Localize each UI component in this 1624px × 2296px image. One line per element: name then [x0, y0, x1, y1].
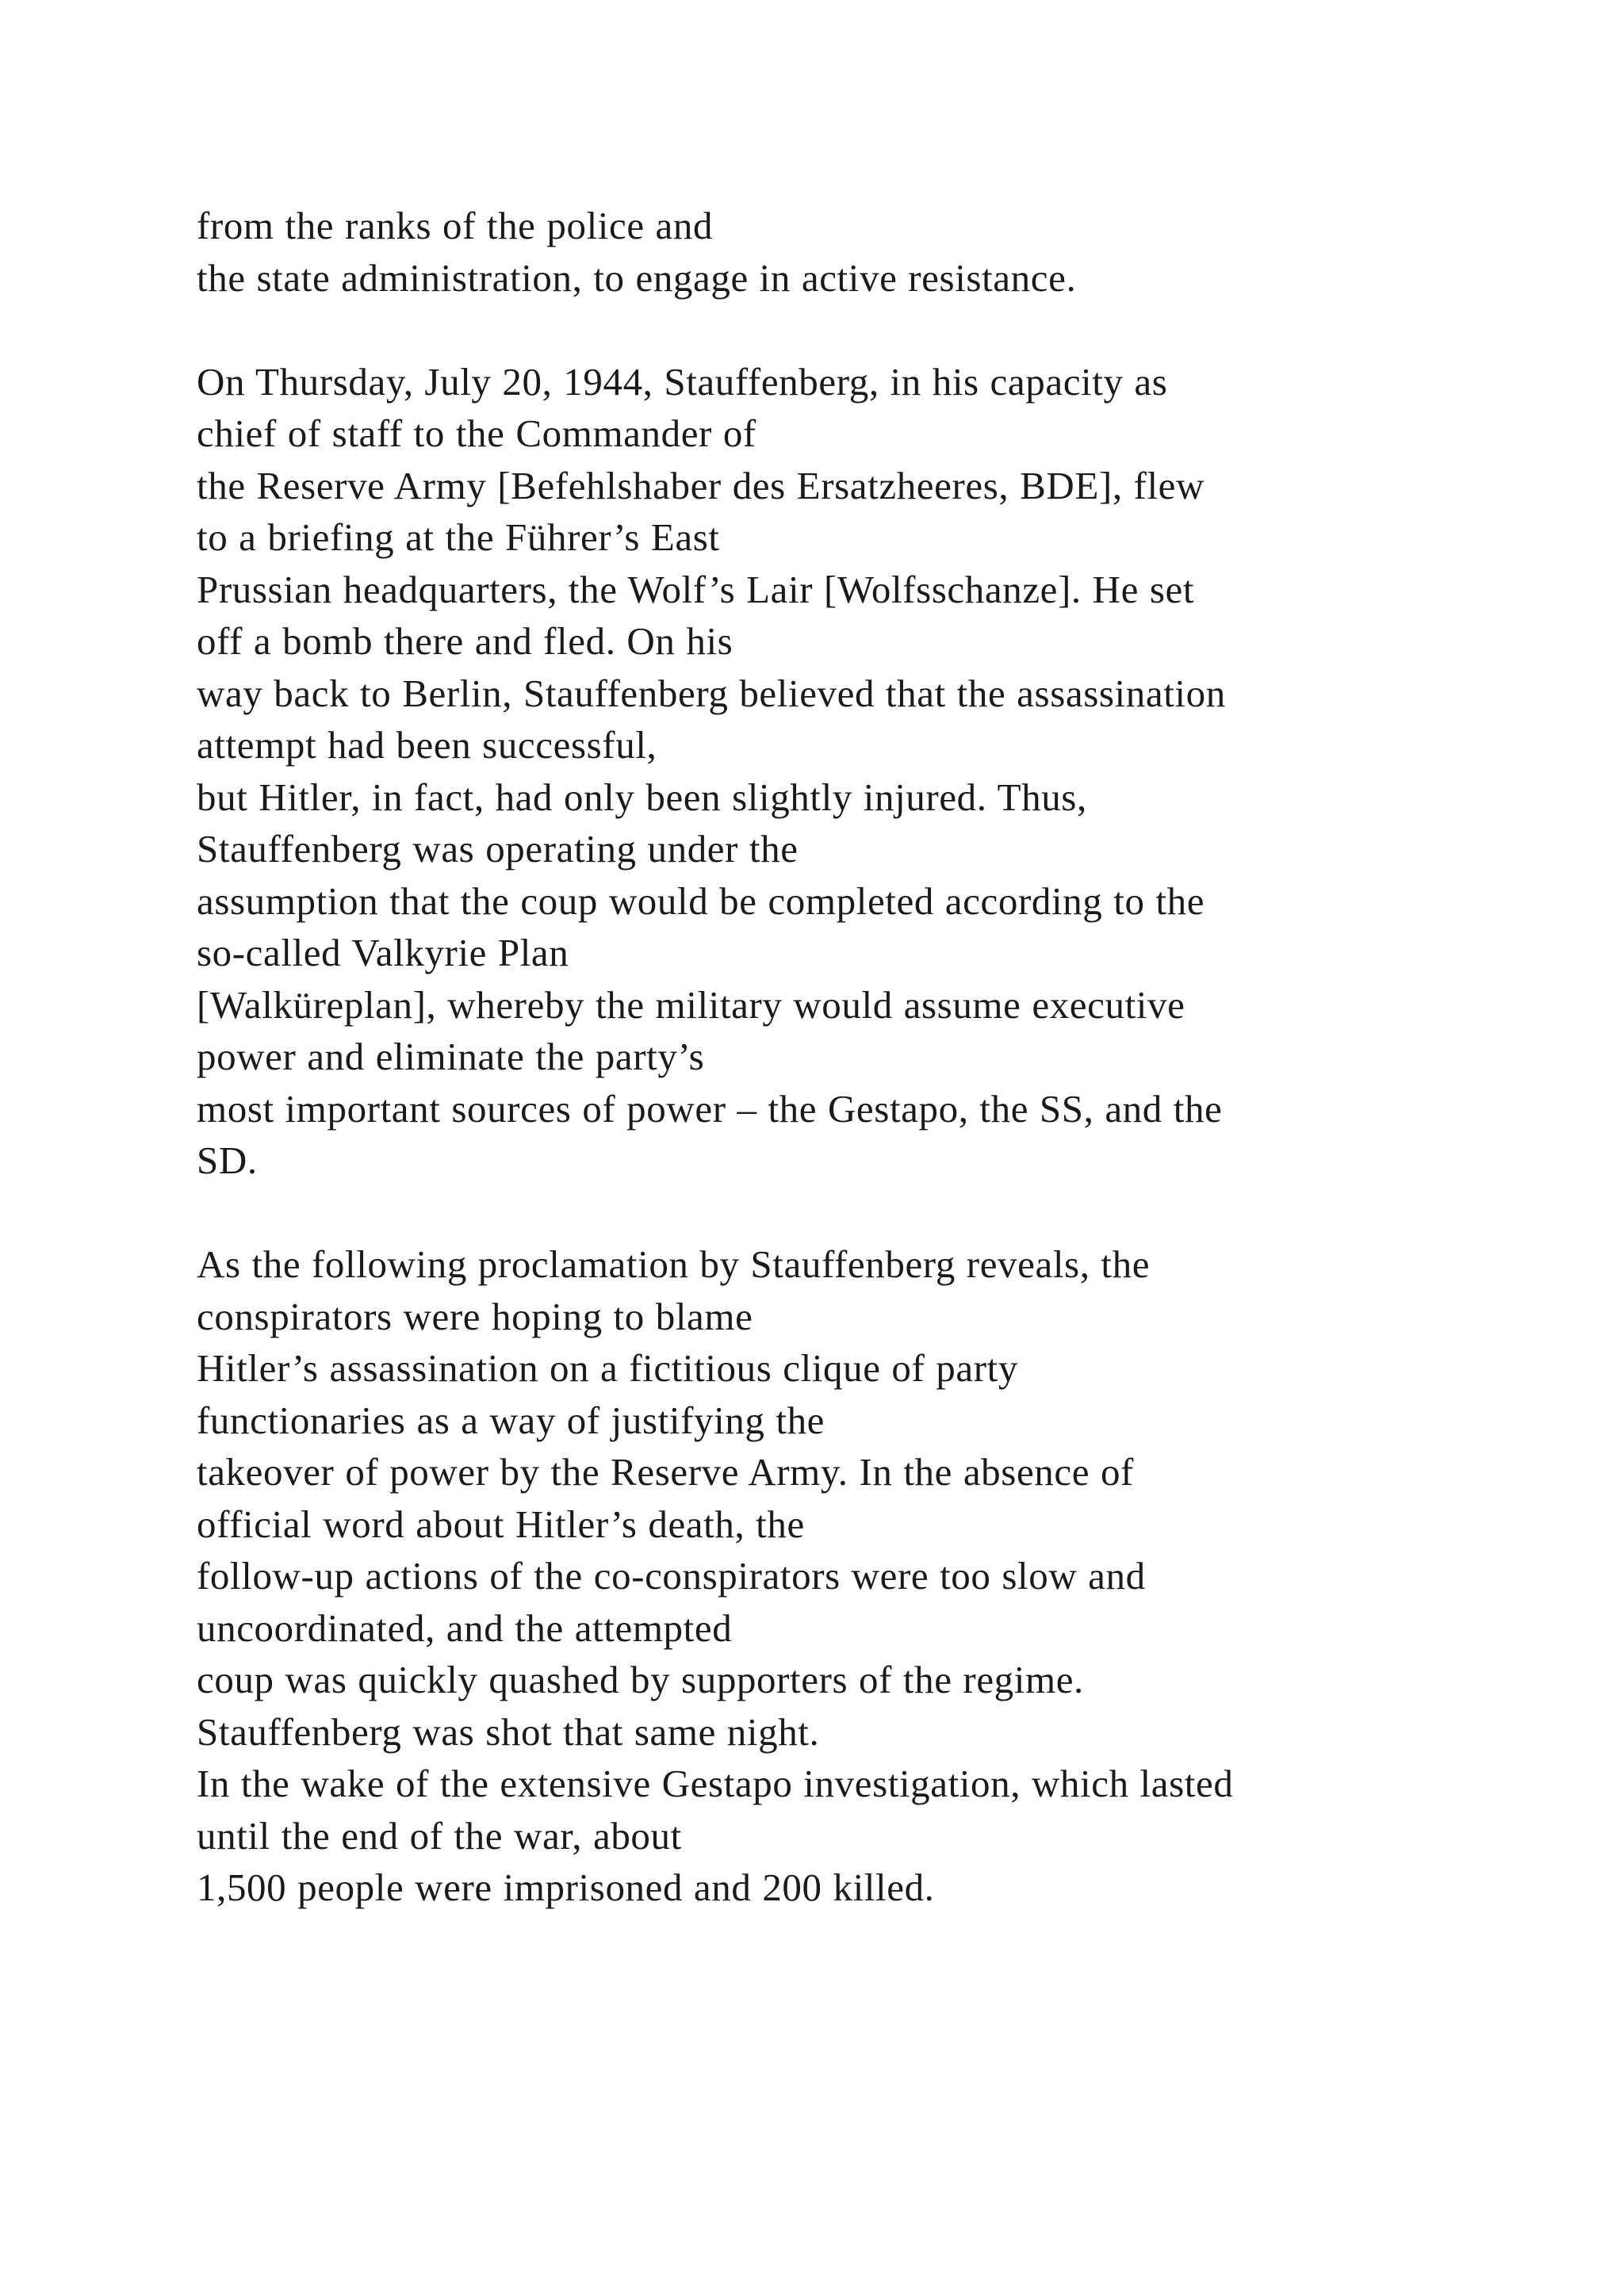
text-line: from the ranks of the police and	[197, 204, 714, 247]
text-line: Hitler’s assassination on a fictitious clique of party	[197, 1346, 1018, 1390]
text-line: assumption that the coup would be completed according to the	[197, 878, 1205, 923]
text-line: takeover of power by the Reserve Army. In the absence of	[197, 1450, 1134, 1494]
document-body	[197, 200, 1545, 1914]
text-line: uncoordinated, and the attempted	[197, 1605, 733, 1650]
text-line: until the end of the war, about	[197, 1813, 682, 1858]
text-line: official word about Hitler’s death, the	[197, 1502, 805, 1546]
text-line: way back to Berlin, Stauffenberg believed that the assassination	[197, 671, 1226, 715]
text-line: conspirators were hoping to blame	[197, 1294, 753, 1338]
text-line: the state administration, to engage in active resistance.	[197, 255, 1077, 300]
text-line: [Walküreplan], whereby the military would assume executive	[197, 982, 1185, 1027]
text-line: Stauffenberg was operating under the	[197, 827, 799, 871]
text-line: so-called Valkyrie Plan	[197, 931, 569, 974]
text-line: In the wake of the extensive Gestapo investigation, which lasted	[197, 1762, 1234, 1805]
text-line: chief of staff to the Commander of	[197, 411, 756, 455]
paragraph-break	[197, 1187, 1545, 1239]
text-line: most important sources of power – the Gestapo, the SS, and the	[197, 1086, 1223, 1131]
text-line: but Hitler, in fact, had only been slightly injured. Thus,	[197, 775, 1087, 819]
text-line: functionaries as a way of justifying the	[197, 1398, 825, 1442]
text-line: As the following proclamation by Stauffenberg reveals, the	[197, 1242, 1151, 1286]
text-line: attempt had been successful,	[197, 723, 657, 767]
text-line: Prussian headquarters, the Wolf’s Lair [Wolfsschanze]. He set	[197, 567, 1195, 611]
text-line: follow-up actions of the co-conspirators were too slow and	[197, 1554, 1146, 1598]
text-line: 1,500 people were imprisoned and 200 killed.	[197, 1866, 935, 1909]
text-line: the Reserve Army [Befehlshaber des Ersatzheeres, BDE], flew	[197, 463, 1205, 507]
paragraph-break	[197, 304, 1545, 356]
text-line: to a briefing at the Führer’s East	[197, 515, 720, 559]
text-line: Stauffenberg was shot that same night.	[197, 1709, 820, 1754]
text-line: coup was quickly quashed by supporters of the regime.	[197, 1658, 1084, 1701]
text-line: On Thursday, July 20, 1944, Stauffenberg, in his capacity as	[197, 359, 1168, 404]
text-line: SD.	[197, 1138, 258, 1182]
text-line: off a bomb there and fled. On his	[197, 619, 733, 663]
text-line: power and eliminate the party’s	[197, 1035, 705, 1078]
